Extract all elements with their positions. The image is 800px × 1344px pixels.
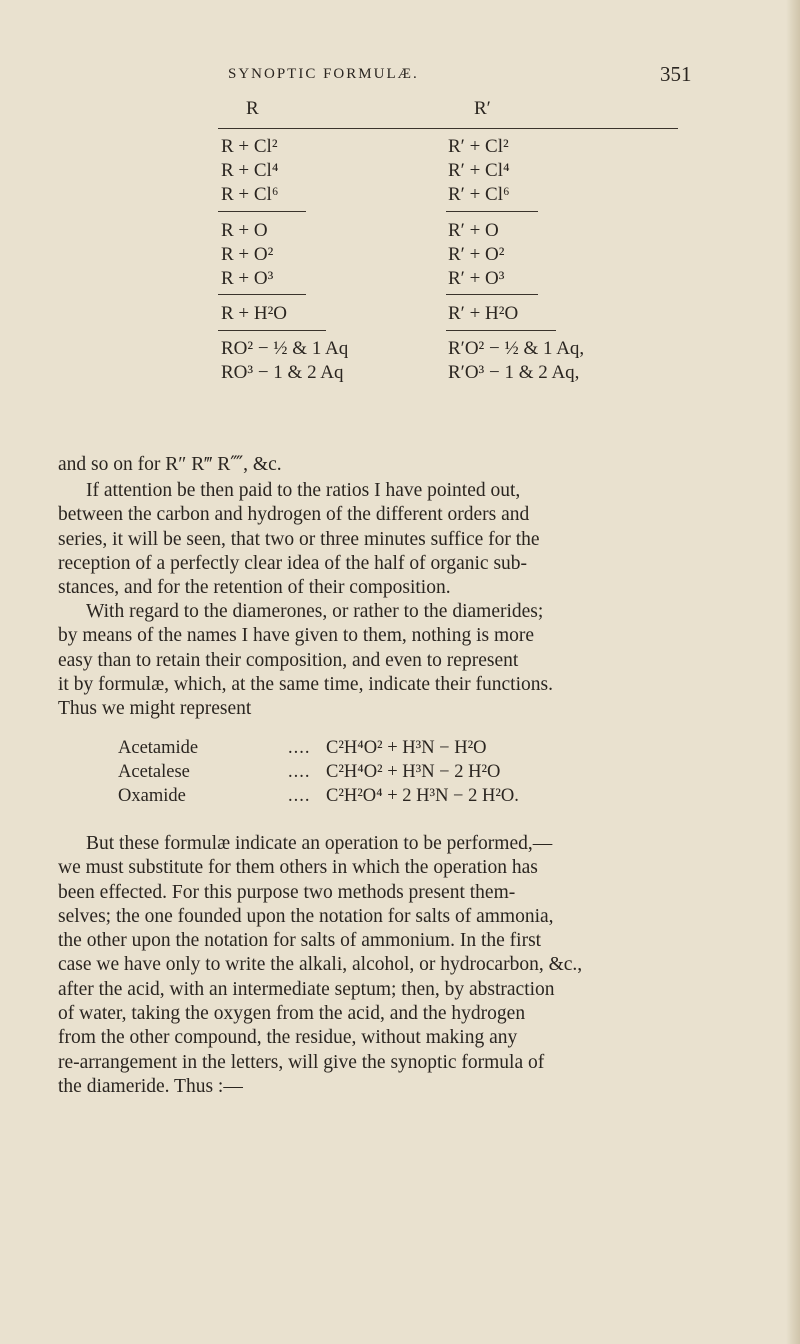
paragraph-diamerides: With regard to the diamerones, or rather to the diamerides; by means of the names I have given to them, nothing is more easy than to retain their composition, and even to represent it by formulæ, which, at the same time, indicate their functions. Thus we might represent	[58, 601, 553, 720]
hydrate-group	[218, 338, 678, 386]
compound-formula: C²H²O⁴ + 2 H³N − 2 H²O.	[326, 786, 519, 806]
running-title: SYNOPTIC FORMULÆ.	[228, 66, 419, 82]
formula-row: R + O² R′ + O²	[221, 244, 505, 265]
formula-row: RO³ − 1 & 2 Aq R′O³ − 1 & 2 Aq,	[221, 362, 580, 383]
formula-row: R + Cl⁶ R′ + Cl⁶	[221, 184, 510, 205]
group-rule	[446, 330, 556, 331]
compound-name: Acetalese	[118, 762, 190, 782]
compound-name: Acetamide	[118, 738, 199, 758]
leader-dots: ....	[288, 762, 311, 782]
formula-row: R + Cl⁴ R′ + Cl⁴	[221, 160, 510, 181]
compound-row	[118, 762, 678, 786]
compound-formula: C²H⁴O² + H³N − 2 H²O	[326, 762, 501, 782]
formula-row: R + O R′ + O	[221, 220, 499, 241]
group-rule	[446, 294, 538, 295]
group-rule	[218, 294, 306, 295]
paragraph-ratios: If attention be then paid to the ratios I have pointed out, between the carbon and hydrogen of the different orders and series, it will be seen, that two or three minutes suffice for the reception of a perfectly clear idea of the half of organic sub- stances, and for the retention of their composition.	[58, 480, 540, 599]
compound-row	[118, 738, 678, 762]
continuation-line: and so on for R″ R‴ R⁗, &c.	[58, 454, 282, 475]
column-header-r: R	[246, 98, 259, 119]
compound-formula-list	[118, 738, 678, 810]
formula-row: RO² − ½ & 1 Aq R′O² − ½ & 1 Aq,	[221, 338, 585, 359]
group-rule	[218, 211, 306, 212]
group-rule	[446, 211, 538, 212]
formula-row: R + H²O R′ + H²O	[221, 303, 519, 324]
group-rule	[218, 330, 326, 331]
leader-dots: ....	[288, 738, 311, 758]
column-header-r-prime: R′	[474, 98, 491, 119]
compound-name: Oxamide	[118, 786, 186, 806]
water-group	[218, 303, 678, 327]
header-rule	[218, 128, 678, 129]
page-edge	[786, 0, 800, 1344]
formula-row: R + O³ R′ + O³	[221, 268, 505, 289]
formula-row: R + Cl² R′ + Cl²	[221, 136, 509, 157]
leader-dots: ....	[288, 786, 311, 806]
oxygen-group	[218, 220, 678, 292]
compound-row	[118, 786, 678, 810]
chlorine-group	[218, 136, 678, 208]
page-number: 351	[660, 62, 692, 86]
paragraph-operation: But these formulæ indicate an operation to be performed,— we must substitute for them others in which the operation has been effected. For this purpose two methods present them- selves; the one founded upon the notation for salts of ammonia, the other upon the notation for salts of ammonium. In the first case we have only to write the alkali, alcohol, or hydrocarbon, &c., after the acid, with an intermediate septum; then, by abstraction of water, taking the oxygen from the acid, and the hydrogen from the other compound, the residue, without making any re-arrangement in the letters, will give the synoptic formula of the diameride. Thus :—	[58, 833, 583, 1097]
compound-formula: C²H⁴O² + H³N − H²O	[326, 738, 487, 758]
page-header	[0, 62, 800, 92]
